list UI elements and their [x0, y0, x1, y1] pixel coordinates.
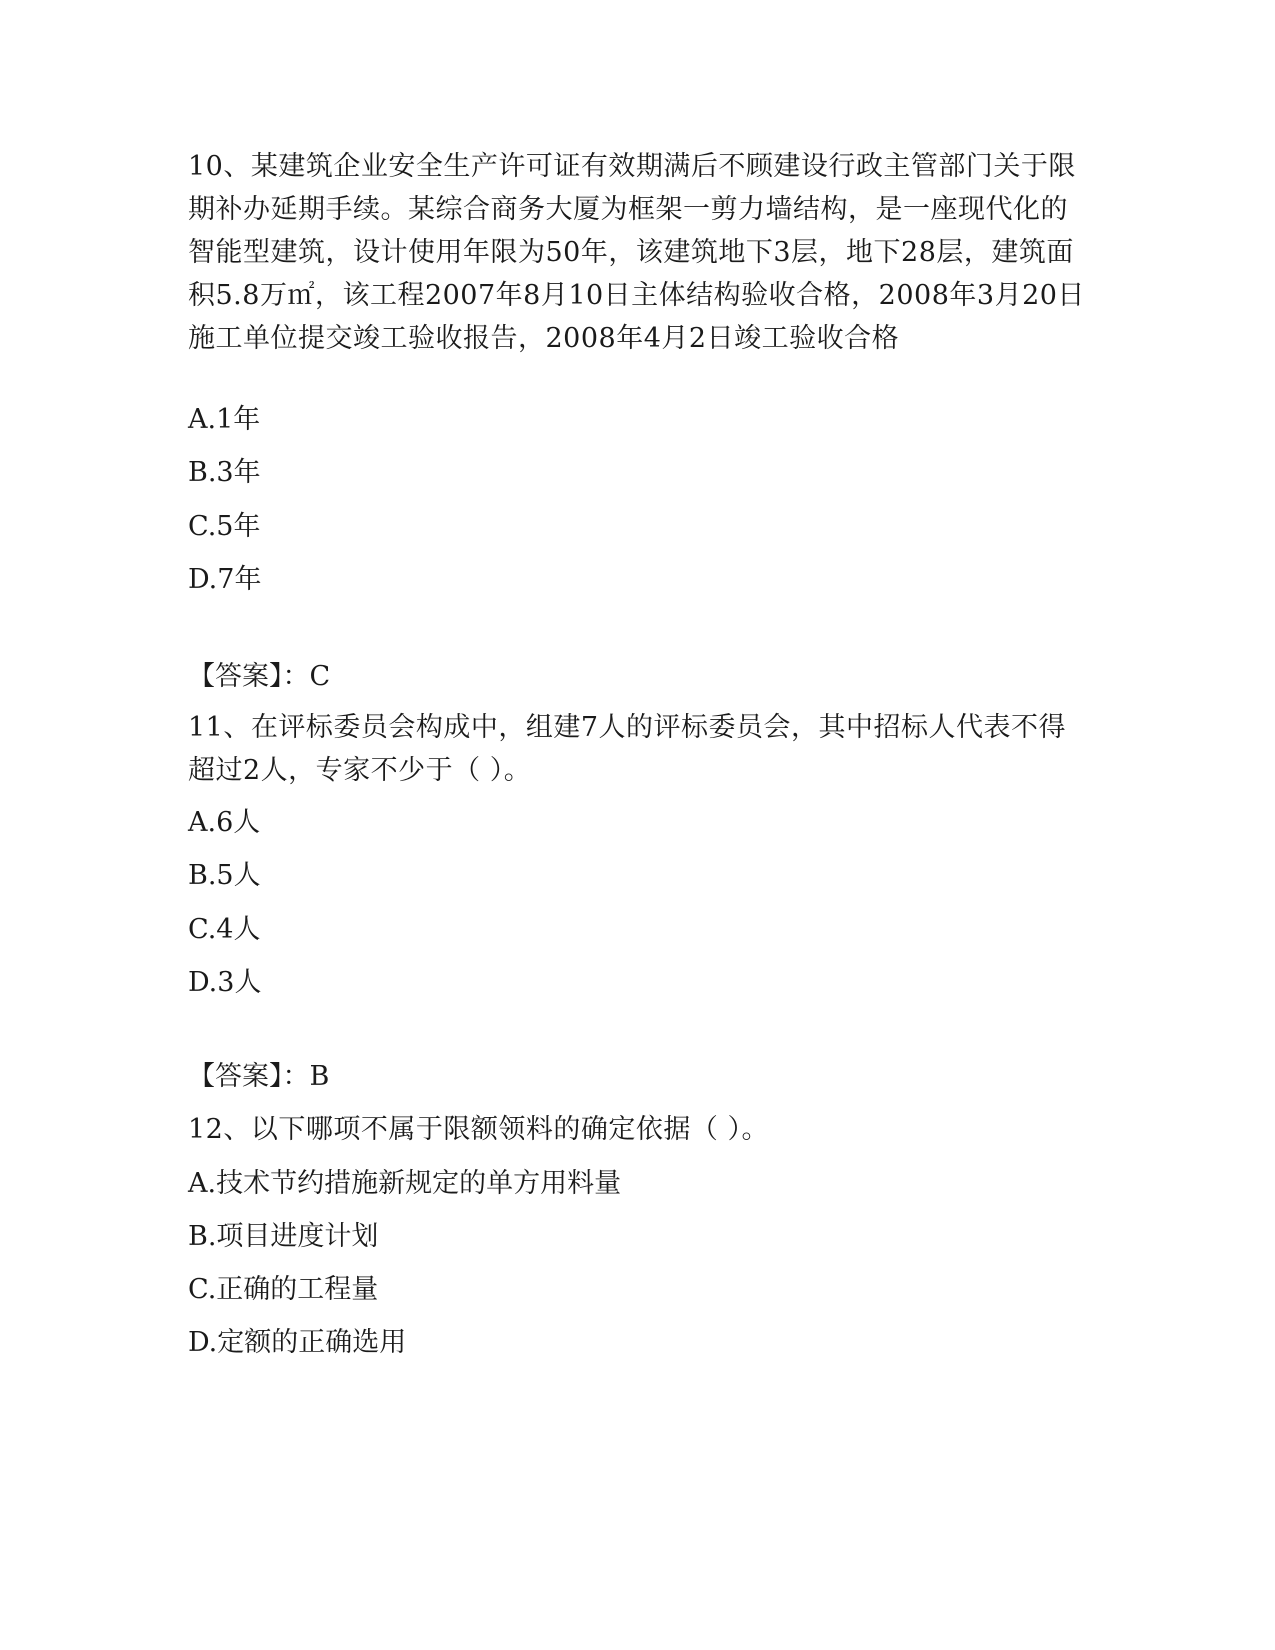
question-10-option-c: C.5年	[188, 511, 261, 542]
question-11-stem: 11、在评标委员会构成中，组建7人的评标委员会，其中招标人代表不得超过2人，专家不少于（ ）。	[188, 712, 1067, 786]
question-11-option-a: A.6人	[188, 807, 261, 838]
question-11-option-c: C.4人	[188, 914, 261, 945]
question-12-option-d: D.定额的正确选用	[188, 1327, 407, 1358]
question-12-option-a: A.技术节约措施新规定的单方用料量	[188, 1168, 622, 1199]
question-10-option-d: D.7年	[188, 564, 262, 595]
question-10-answer: 【答案】：C	[188, 661, 331, 692]
question-10-option-b: B.3年	[188, 457, 261, 488]
question-10-option-a: A.1年	[188, 404, 261, 435]
question-10-stem: 10、某建筑企业安全生产许可证有效期满后不顾建设行政主管部门关于限期补办延期手续。某综合商务大厦为框架一剪力墙结构，是一座现代化的智能型建筑，设计使用年限为50年，该建筑地下3层，地下28层，建筑面积5.8万㎡，该工程2007年8月10日主体结构验收合格，2008年3月20日施工单位提交竣工验收报告，2008年4月2日竣工验收合格	[188, 151, 1085, 354]
question-11-option-b: B.5人	[188, 860, 261, 891]
question-11-option-d: D.3人	[188, 967, 262, 998]
question-12-stem: 12、以下哪项不属于限额领料的确定依据（ ）。	[188, 1114, 769, 1145]
question-12-option-c: C.正确的工程量	[188, 1274, 379, 1305]
question-12-option-b: B.项目进度计划	[188, 1221, 379, 1252]
question-11-answer: 【答案】：B	[188, 1061, 330, 1092]
